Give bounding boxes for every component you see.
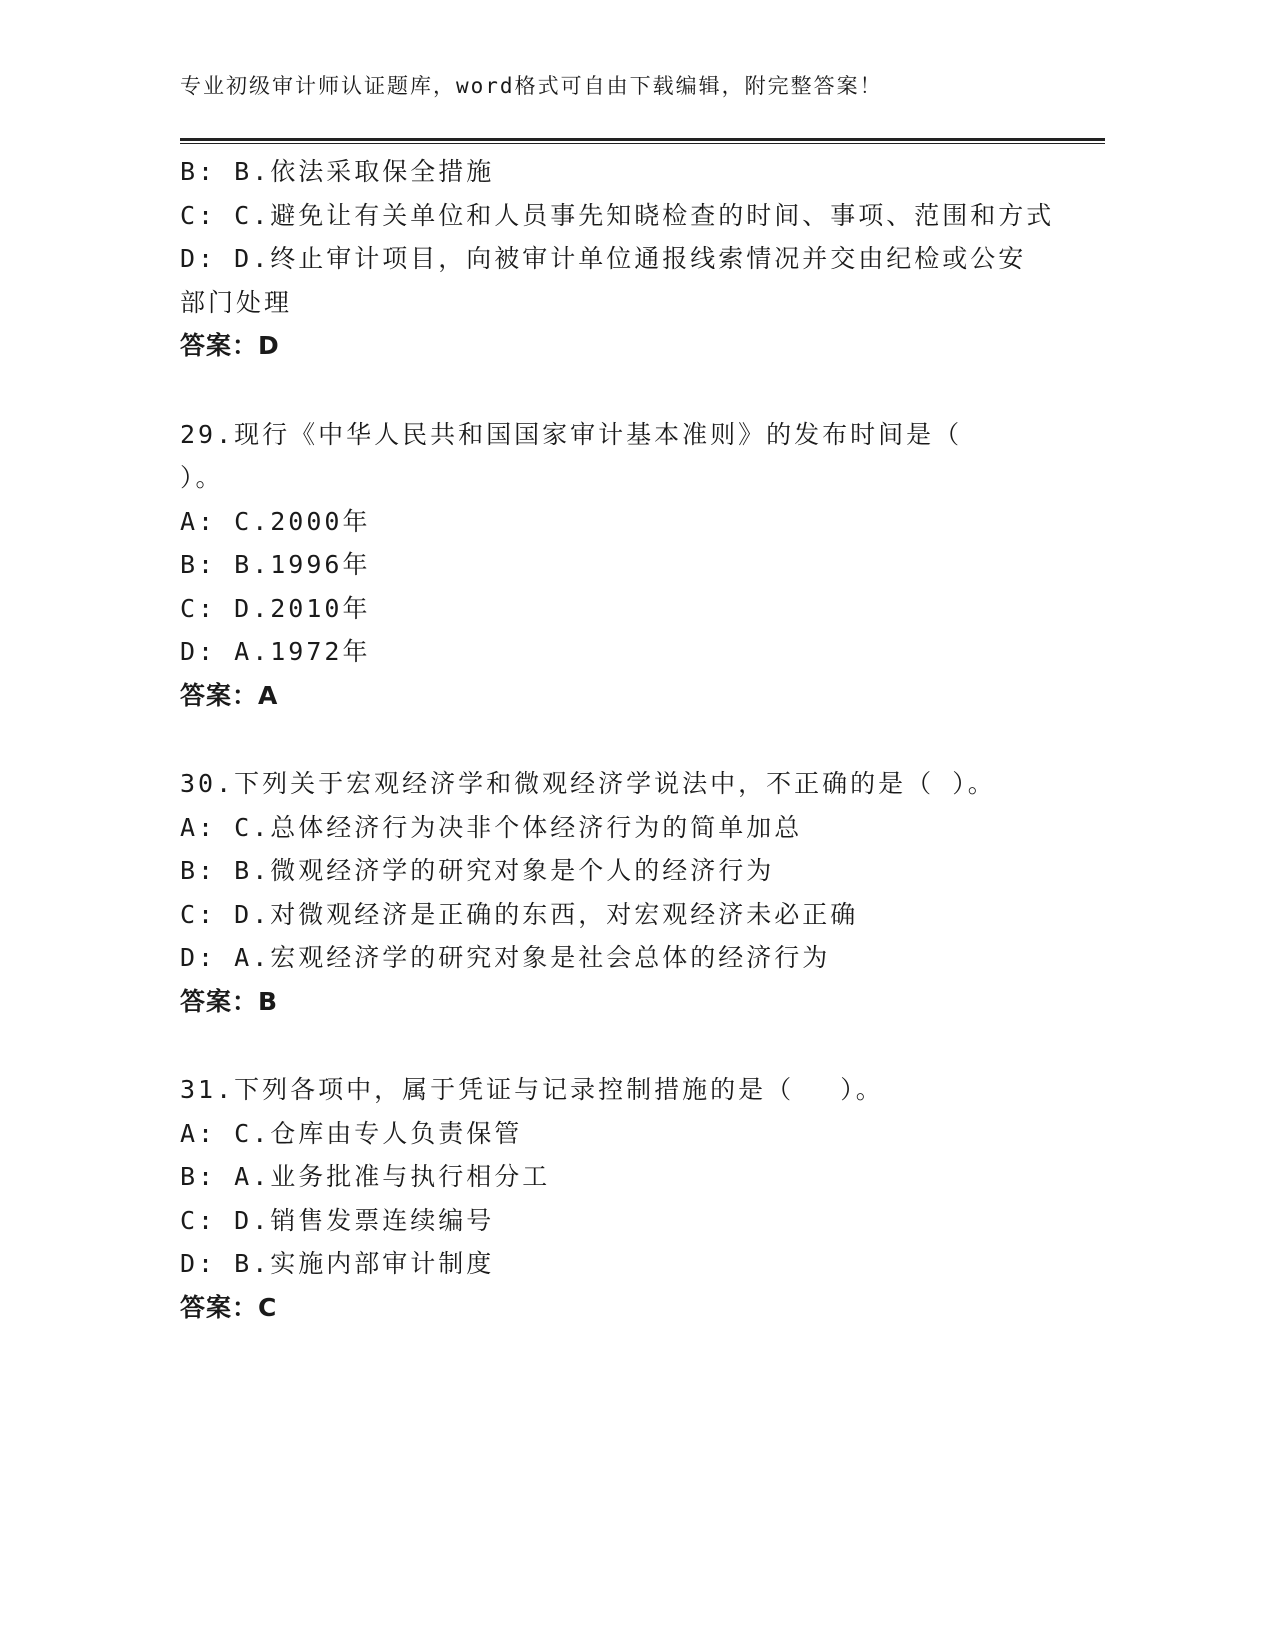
- option-c: C: C.避免让有关单位和人员事先知晓检查的时间、事项、范围和方式: [180, 200, 1055, 230]
- question-number: 30.: [180, 769, 235, 798]
- answer: 答案：B: [180, 986, 279, 1016]
- question-text: 现行《中华人民共和国国家审计基本准则》的发布时间是（ ）。: [180, 419, 963, 492]
- question-number: 31.: [180, 1075, 235, 1104]
- option-b: B: B.1996年: [180, 550, 371, 579]
- option-a: A: C.仓库由专人负责保管: [180, 1118, 523, 1148]
- option-d: D: A.宏观经济学的研究对象是社会总体的经济行为: [180, 943, 831, 972]
- question-text: 下列各项中，属于凭证与记录控制措施的是（ ）。: [234, 1075, 884, 1104]
- question-stem: [180, 1068, 1080, 1112]
- header-rule-thick: [180, 138, 1105, 141]
- option-b: B: A.业务批准与执行相分工: [180, 1162, 551, 1191]
- question-number: 29.: [180, 419, 235, 449]
- answer: 答案：D: [180, 331, 280, 360]
- option-c: C: D.销售发票连续编号: [180, 1205, 495, 1235]
- option-c: C: D.对微观经济是正确的东西，对宏观经济未必正确: [180, 899, 859, 929]
- option-d: D: D.终止审计项目，向被审计单位通报线索情况并交由纪检或公安部门处理: [180, 244, 1027, 317]
- option-a: A: C.2000年: [180, 506, 371, 536]
- question-stem: [180, 762, 1080, 806]
- header-rule-thin: [180, 143, 1105, 144]
- document-body: [180, 150, 1080, 1329]
- option-c: C: D.2010年: [180, 593, 371, 623]
- option-d: D: A.1972年: [180, 637, 371, 666]
- option-b: B: B.微观经济学的研究对象是个人的经济行为: [180, 856, 775, 885]
- option-b: B: B.依法采取保全措施: [180, 157, 495, 186]
- option-a: A: C.总体经济行为决非个体经济行为的简单加总: [180, 812, 803, 842]
- question-text: 下列关于宏观经济学和微观经济学说法中，不正确的是（ ）。: [234, 769, 996, 798]
- answer: 答案：A: [180, 680, 279, 710]
- question-31: [180, 1068, 1080, 1329]
- partial-question: [180, 150, 1080, 368]
- question-29: [180, 413, 1080, 718]
- answer: 答案：C: [180, 1292, 278, 1322]
- option-d: D: B.实施内部审计制度: [180, 1249, 495, 1278]
- question-30: [180, 762, 1080, 1023]
- page-header: 专业初级审计师认证题库，word格式可自由下载编辑，附完整答案！: [180, 74, 883, 98]
- question-stem: [180, 413, 970, 500]
